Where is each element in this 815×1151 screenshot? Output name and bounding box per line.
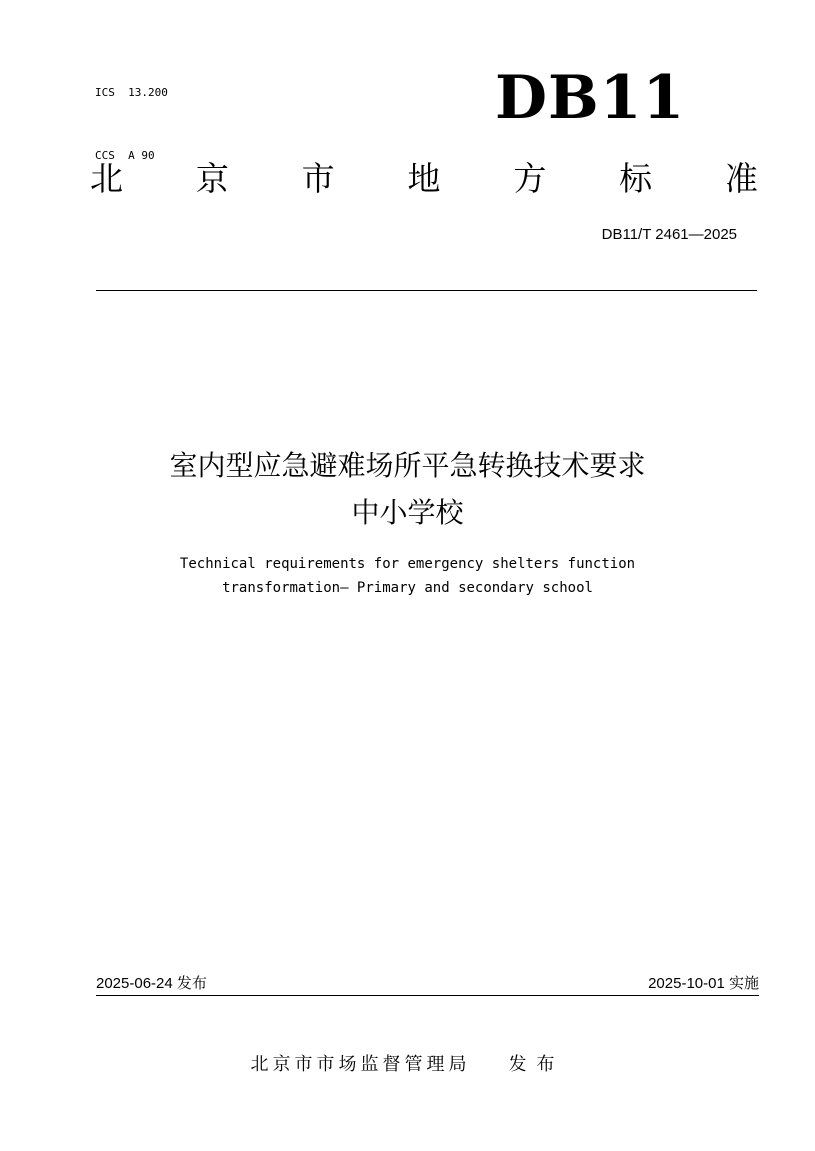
standard-number: DB11/T 2461—2025	[601, 226, 737, 243]
standard-type-heading	[90, 154, 758, 204]
issuer-line	[0, 1052, 815, 1078]
header-divider	[96, 290, 757, 291]
issue-action: 发布	[508, 1054, 565, 1075]
chinese-title-line-2: 中小学校	[351, 496, 464, 529]
implementation-date: 2025-10-01 实施	[648, 975, 759, 992]
db11-logo: DB11	[495, 63, 686, 133]
chinese-title-line-1: 室内型应急避难场所平急转换技术要求	[169, 449, 646, 482]
ics-code: ICS 13.200	[95, 86, 168, 99]
english-title-line-2: transformation— Primary and secondary school	[222, 580, 593, 596]
standard-type-char: 地	[407, 159, 441, 198]
ccs-code: CCS A 90	[95, 149, 155, 162]
issuing-organization: 北京市市场监督管理局	[250, 1054, 471, 1075]
standard-type-char: 北	[90, 159, 123, 198]
standard-type-char: 京	[195, 159, 229, 198]
standard-type-char: 市	[301, 159, 335, 198]
standard-type-char: 方	[513, 159, 547, 198]
english-title-line-1: Technical requirements for emergency shelters function	[179, 556, 636, 572]
standard-type-char: 标	[619, 159, 653, 198]
standard-type-char: 准	[724, 159, 758, 198]
publish-date: 2025-06-24 发布	[96, 975, 207, 992]
footer-divider	[96, 995, 759, 996]
